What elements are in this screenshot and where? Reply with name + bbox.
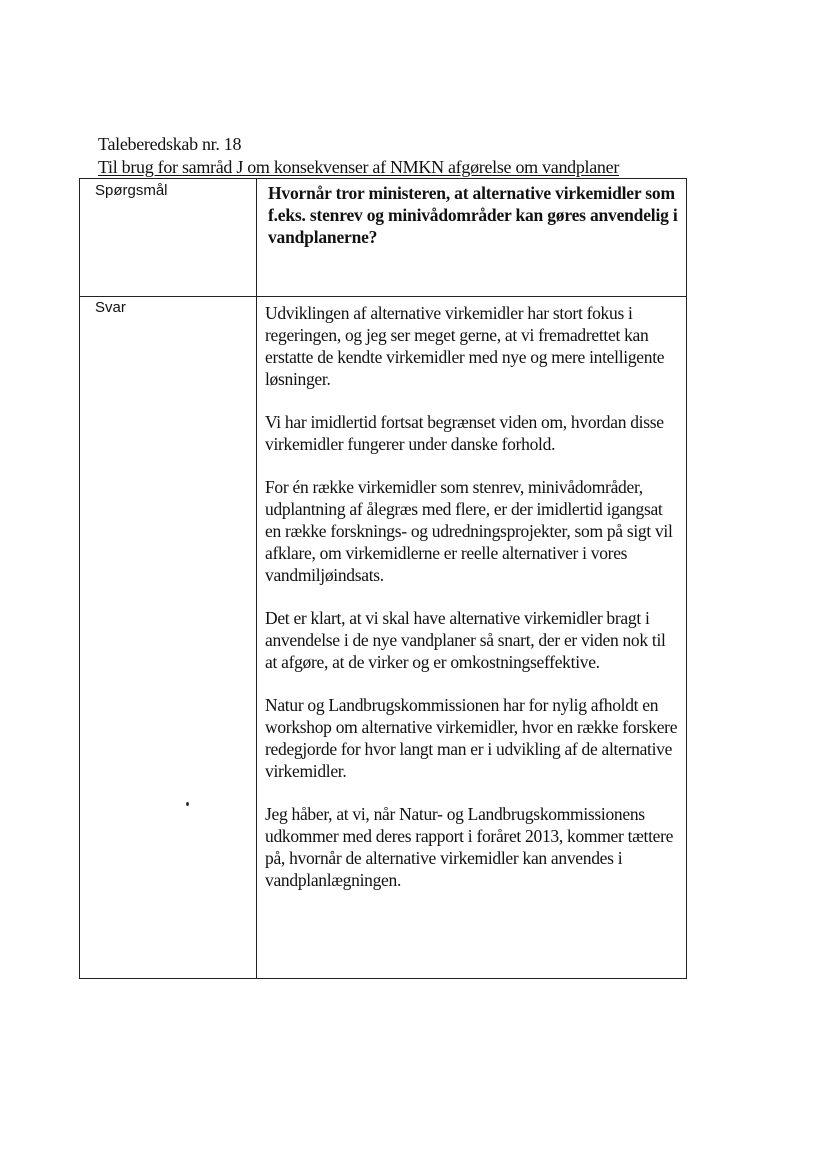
answer-paragraph: Det er klart, at vi skal have alternative virkemidler bragt i anvendelse i de nye vandplaner så snart, der er viden nok til at afgøre, at de virker og er omkostningseffektive. xyxy=(265,608,666,672)
answer-paragraph: Jeg håber, at vi, når Natur- og Landbrugskommissionens udkommer med deres rapport i foråret 2013, kommer tættere på, hvornår de alternative virkemidler kan anvendes i vandplanlægningen. xyxy=(265,804,674,890)
answer-paragraph: Udviklingen af alternative virkemidler har stort fokus i regeringen, og jeg ser meget gerne, at vi fremadrettet kan erstatte de kendte virkemidler med nye og mere intelligente løsninger. xyxy=(265,303,665,389)
answer-body xyxy=(265,302,680,912)
scan-speck xyxy=(186,802,189,806)
table-row-divider xyxy=(79,296,687,297)
answer-paragraph: Vi har imidlertid fortsat begrænset viden om, hvordan disse virkemidler fungerer under danske forhold. xyxy=(265,412,664,454)
question-text: Hvornår tror ministeren, at alternative virkemidler som f.eks. stenrev og minivådområder kan gøres anvendelig i vandplanerne? xyxy=(268,183,678,247)
answer-paragraph: For én række virkemidler som stenrev, minivådområder, udplantning af ålegræs med flere, er der imidlertid igangsat en række forsknings- og udredningsprojekter, som på sigt vil afklare, om virkemidlerne er reelle alternativer i vores vandmiljøindsats. xyxy=(265,477,673,585)
answer-paragraph: Natur og Landbrugskommissionen har for nylig afholdt en workshop om alternative virkemidler, hvor en række forskere redegjorde for hvor langt man er i udvikling af de alternative virkemidler. xyxy=(265,695,678,781)
table-column-divider xyxy=(256,178,257,979)
answer-label: Svar xyxy=(95,299,126,316)
document-title: Taleberedskab nr. 18 xyxy=(98,134,242,154)
question-label: Spørgsmål xyxy=(95,182,168,199)
document-subtitle: Til brug for samråd J om konsekvenser af NMKN afgørelse om vandplaner xyxy=(98,157,620,177)
